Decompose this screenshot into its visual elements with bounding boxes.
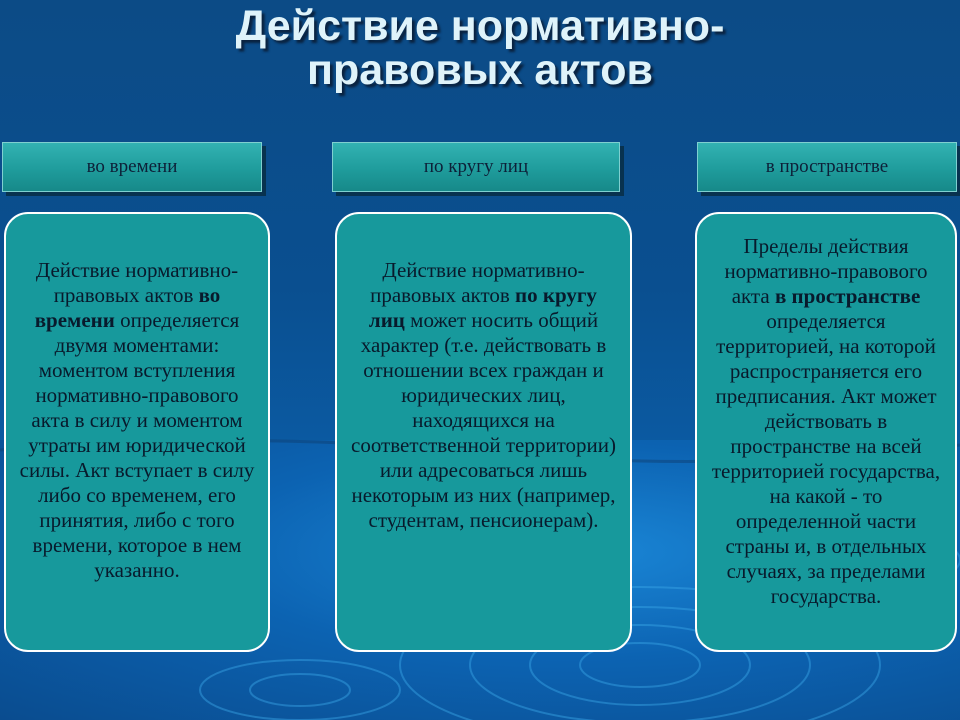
card-space-text-start: Пределы действия нормативно-правового акта	[724, 234, 928, 308]
card-persons-text	[351, 258, 616, 533]
card-space-text-bold: в пространстве	[774, 284, 921, 308]
card-time-text	[16, 258, 258, 583]
header-time: во времени	[2, 142, 262, 192]
card-persons-text-start: Действие нормативно-правовых актов	[370, 258, 585, 307]
card-space	[695, 212, 957, 652]
card-time	[4, 212, 270, 652]
header-persons: по кругу лиц	[332, 142, 620, 192]
card-persons-text-end: может носить общий характер (т.е. действовать в отношении всех граждан и юридических лиц, находящихся на соответственной территории) или адресоваться лишь некоторым из них (например, студентам, пенсионерам).	[351, 308, 616, 532]
header-space: в пространстве	[697, 142, 957, 192]
title-line-1: Действие нормативно-	[235, 2, 725, 50]
card-space-text	[705, 234, 947, 609]
card-time-text-start: Действие нормативно-правовых актов	[35, 258, 239, 307]
title-line-2: правовых актов	[307, 46, 653, 94]
card-time-text-end: определяется двумя моментами: моментом вступления нормативно-правового акта в силу и моментом утраты им юридической силы. Акт вступает в силу либо со временем, его принятия, либо с того времени, которое в нем указанно.	[19, 308, 255, 582]
card-persons	[335, 212, 632, 652]
page-title	[0, 4, 960, 92]
card-time-text-bold: во времени	[34, 283, 221, 332]
card-persons-text-bold: по кругу лиц	[368, 283, 597, 332]
card-space-text-end: определяется территорией, на которой распространяется его предписания. Акт может действовать в пространстве на всей территорией государства, на какой - то определенной части страны и, в отдельных случаях, за пределами государства.	[711, 309, 941, 608]
